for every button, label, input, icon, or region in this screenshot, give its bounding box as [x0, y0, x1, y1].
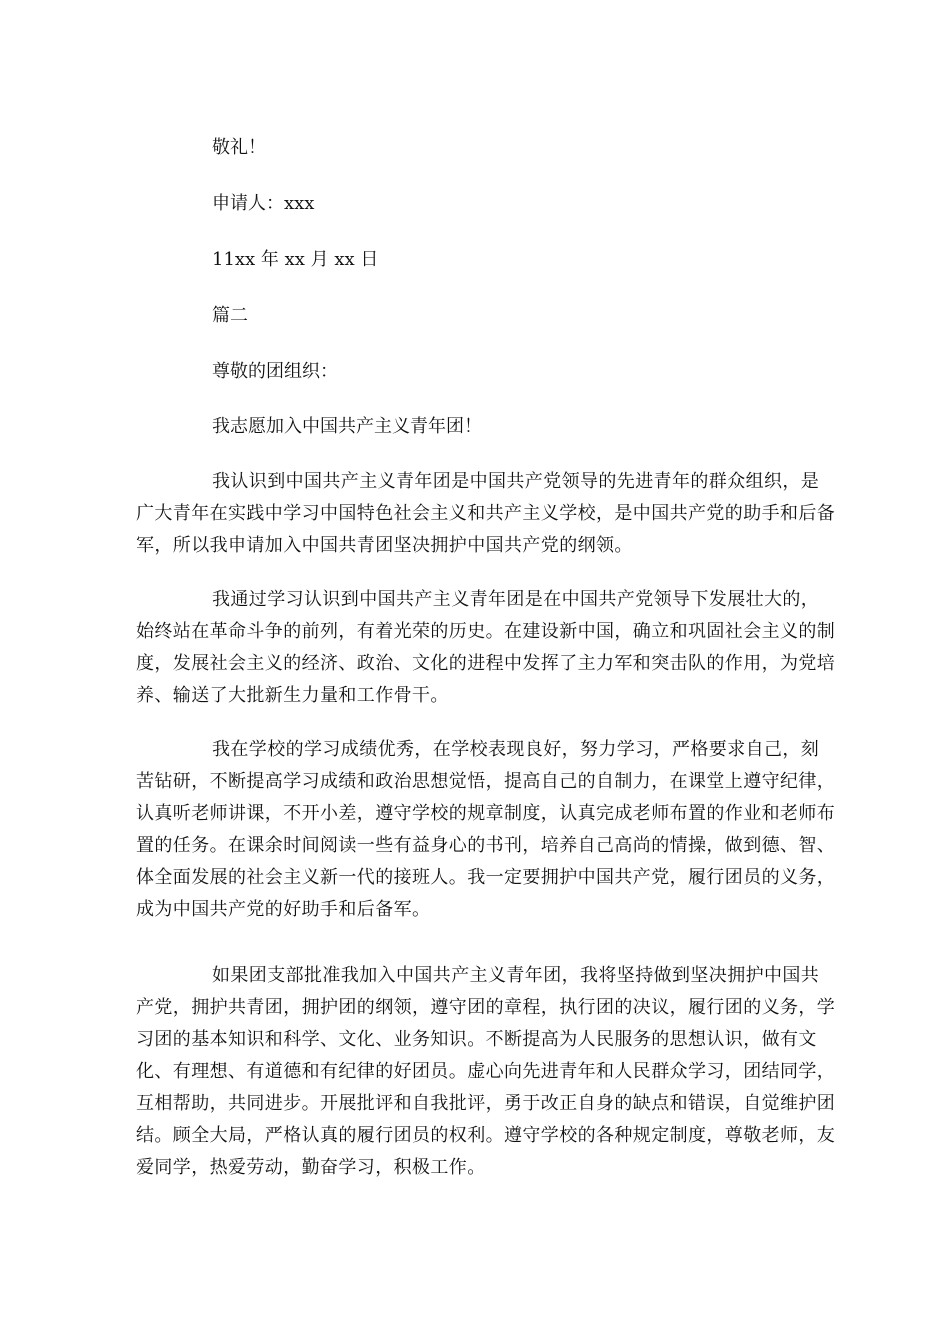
- paragraph-commitment: 如果团支部批准我加入中国共产主义青年团，我将坚持做到坚决拥护中国共产党，拥护共青团，拥护团的纲领，遵守团的章程，执行团的决议，履行团的义务，学习团的基本知识和科学、文化、业务知识。不断提高为人民服务的思想认识，做有文化、有理想、有道德和有纪律的好团员。虚心向先进青年和人民群众学习，团结同学，互相帮助，共同进步。开展批评和自我批评，勇于改正自身的缺点和错误，自觉维护团结。顾全大局，严格认真的履行团员的权利。遵守学校的各种规定制度，尊敬老师，友爱同学，热爱劳动，勤奋学习，积极工作。: [136, 965, 836, 1178]
- salutation: 尊敬的团组织：: [212, 361, 338, 382]
- letter-closing: 敬礼！: [212, 137, 266, 158]
- date-line: 11xx 年 xx 月 xx 日: [212, 249, 379, 270]
- section-title: 篇二: [212, 305, 248, 326]
- paragraph-history: 我通过学习认识到中国共产主义青年团是在中国共产党领导下发展壮大的，始终站在革命斗争的前列，有着光荣的历史。在建设新中国，确立和巩固社会主义的制度，发展社会主义的经济、政治、文化的进程中发挥了主力军和突击队的作用，为党培养、输送了大批新生力量和工作骨干。: [136, 589, 836, 706]
- paragraph-understanding: 我认识到中国共产主义青年团是中国共产党领导的先进青年的群众组织，是广大青年在实践中学习中国特色社会主义和共产主义学校，是中国共产党的助手和后备军，所以我申请加入中国共青团坚决拥护中国共产党的纲领。: [136, 471, 836, 556]
- paragraph-school-performance: 我在学校的学习成绩优秀，在学校表现良好，努力学习，严格要求自己，刻苦钻研，不断提高学习成绩和政治思想觉悟，提高自己的自制力，在课堂上遵守纪律，认真听老师讲课，不开小差，遵守学校的规章制度，认真完成老师布置的作业和老师布置的任务。在课余时间阅读一些有益身心的书刊，培养自己高尚的情操，做到德、智、体全面发展的社会主义新一代的接班人。我一定要拥护中国共产党，履行团员的义务，成为中国共产党的好助手和后备军。: [136, 739, 836, 920]
- applicant-line: 申请人：xxx: [212, 193, 315, 214]
- opening-statement: 我志愿加入中国共产主义青年团！: [212, 416, 482, 437]
